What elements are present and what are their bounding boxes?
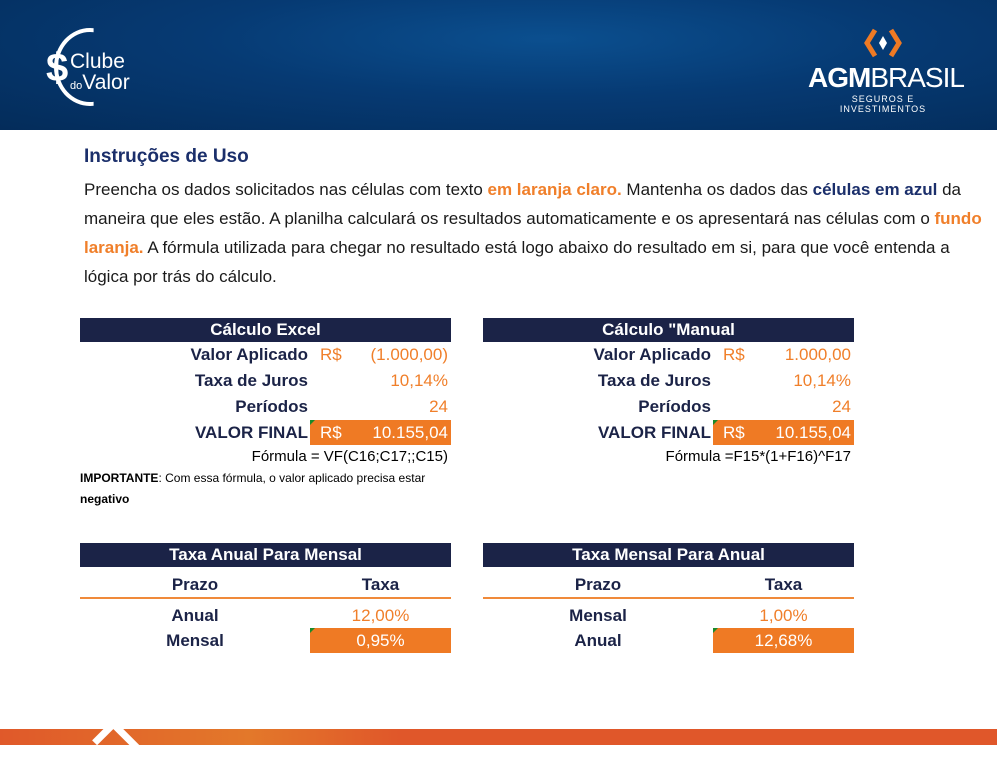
input-cell[interactable]: 1.000,00 (784, 345, 851, 364)
instructions-title: Instruções de Uso (84, 146, 249, 167)
instructions-text: Preencha os dados solicitados nas células com texto em laranja claro. Mantenha os dados das células em azul da maneira que eles estão. A planilha calculará os resultados automaticamente e os apresentará nas células com o fundo laranja. A fórmula utilizada para chegar no resultado está logo abaixo do resultado em si, para que você entenda a lógica por trás do cálculo. (84, 180, 982, 286)
logo-dollar: $ (46, 46, 69, 90)
calculo-excel-table (80, 318, 451, 510)
table-row: Mensal 1,00% (483, 603, 854, 628)
result-row: Mensal 0,95% (80, 628, 451, 653)
taxa-mensal-anual-table (483, 543, 854, 653)
table-header: Cálculo Excel (80, 318, 451, 342)
agm-diamond-icon (863, 28, 903, 58)
result-row: VALOR FINAL R$ 10.155,04 (80, 420, 451, 446)
input-cell[interactable]: 24 (429, 397, 448, 416)
logo-text: doValor (70, 71, 130, 94)
input-cell[interactable]: 10,14% (390, 371, 448, 390)
result-row: VALOR FINAL R$ 10.155,04 (483, 420, 854, 446)
table-header: Taxa Anual Para Mensal (80, 543, 451, 567)
clube-do-valor-logo (46, 28, 130, 108)
table-header: Taxa Mensal Para Anual (483, 543, 854, 567)
table-row: Taxa de Juros 10,14% (80, 368, 451, 394)
result-row: Anual 12,68% (483, 628, 854, 653)
result-cell[interactable]: 0,95% (310, 628, 451, 653)
result-cell[interactable]: 12,68% (713, 628, 854, 653)
important-note: IMPORTANTE: Com essa fórmula, o valor aplicado precisa estar negativo (80, 471, 426, 506)
input-cell[interactable]: 10,14% (793, 371, 851, 390)
taxa-anual-mensal-table (80, 543, 451, 653)
table-row: Períodos 24 (483, 394, 854, 420)
table-row: Valor Aplicado R$ 1.000,00 (483, 342, 854, 368)
input-cell[interactable]: 12,00% (351, 606, 410, 625)
agm-brasil-logo: AGMBRASIL SEGUROS E INVESTIMENTOS (808, 28, 958, 108)
logo-text: Clube (70, 50, 125, 73)
input-cell[interactable]: 1,00% (759, 606, 808, 625)
header-banner (0, 0, 997, 130)
column-headers: Prazo Taxa (80, 571, 451, 599)
chevron-up-icon (92, 719, 146, 773)
table-header: Cálculo "Manual (483, 318, 854, 342)
calculo-manual-table (483, 318, 854, 468)
formula-text: Fórmula = VF(C16;C17;;C15) (251, 448, 448, 465)
input-cell[interactable]: 24 (832, 397, 851, 416)
input-cell[interactable]: (1.000,00) (370, 345, 448, 364)
table-row: Taxa de Juros 10,14% (483, 368, 854, 394)
table-row: Períodos 24 (80, 394, 451, 420)
footer-bar (0, 729, 997, 745)
formula-text: Fórmula =F15*(1+F16)^F17 (665, 448, 851, 465)
table-row: Valor Aplicado R$ (1.000,00) (80, 342, 451, 368)
column-headers: Prazo Taxa (483, 571, 854, 599)
table-row: Anual 12,00% (80, 603, 451, 628)
